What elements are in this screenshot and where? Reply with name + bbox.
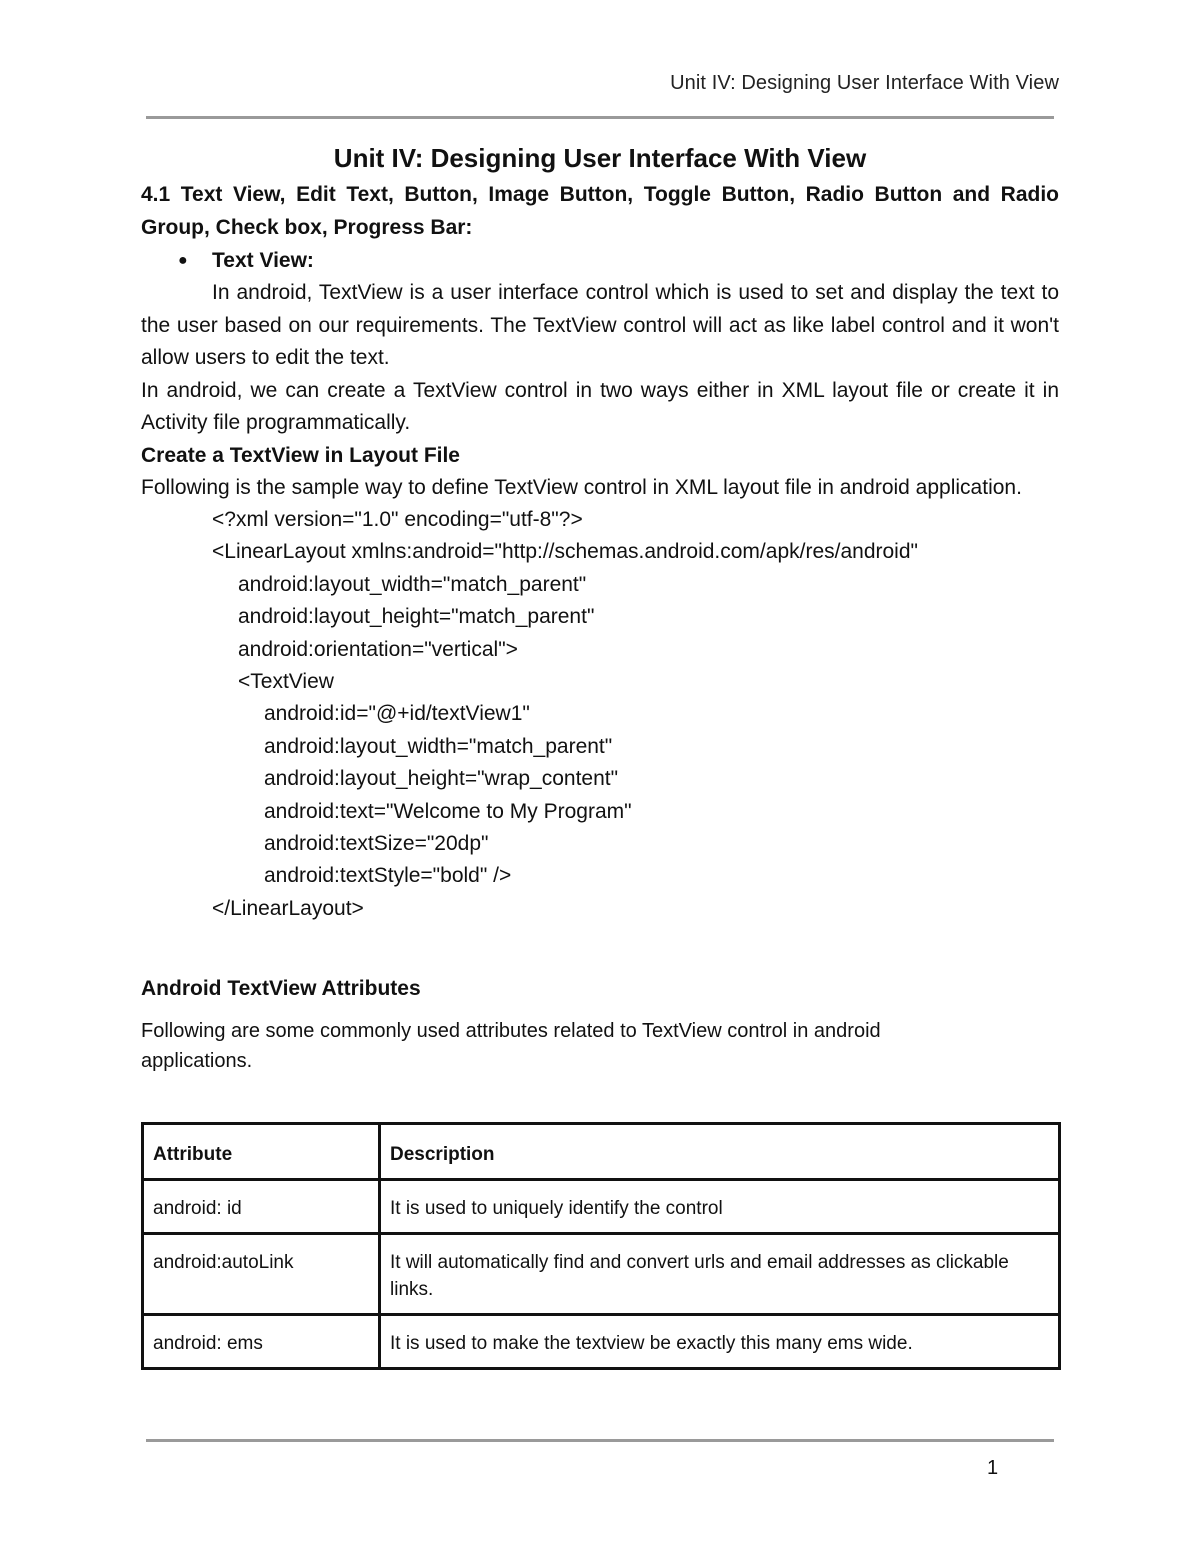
table-cell-attribute: android:autoLink: [143, 1234, 380, 1315]
page-content: [141, 138, 1059, 1076]
code-line: android:layout_height="wrap_content": [264, 767, 619, 791]
section-heading: 4.1 Text View, Edit Text, Button, Image Button, Toggle Button, Radio Button and Radio Group, Check box, Progress Bar:: [141, 183, 1059, 239]
footer-divider: [146, 1439, 1054, 1442]
bullet-label: Text View:: [212, 249, 314, 272]
code-line: android:textStyle="bold" />: [264, 864, 512, 888]
page-title: Unit IV: Designing User Interface With View: [333, 143, 867, 173]
code-line: android:id="@+id/textView1": [264, 702, 530, 726]
running-header: Unit IV: Designing User Interface With View: [670, 72, 1059, 94]
code-line: android:layout_width="match_parent": [264, 734, 613, 758]
paragraph-textview-ways: In android, we can create a TextView control in two ways either in XML layout file or create it in Activity file programmatically.: [141, 378, 1059, 434]
page-number: 1: [987, 1457, 999, 1479]
table-header-attribute: Attribute: [143, 1124, 380, 1180]
attributes-heading: Android TextView Attributes: [141, 977, 421, 1001]
header-divider: [146, 116, 1054, 119]
code-line: <LinearLayout xmlns:android="http://schemas.android.com/apk/res/android": [212, 540, 918, 564]
table-cell-attribute: android: id: [143, 1180, 380, 1234]
code-line: android:orientation="vertical">: [238, 637, 518, 661]
code-line: android:layout_height="match_parent": [238, 605, 595, 629]
layout-file-heading: Create a TextView in Layout File: [141, 443, 460, 467]
paragraph-textview-intro: In android, TextView is a user interface control which is used to set and display the text to the user based on our requirements. The TextView control will act as like label control and it won't allow users to edit the text.: [141, 281, 1059, 369]
code-line: <TextView: [238, 670, 334, 694]
table-row: [143, 1234, 1060, 1315]
table-cell-description: It is used to uniquely identify the control: [380, 1180, 1060, 1234]
table-header-row: [143, 1124, 1060, 1180]
xml-code-block: [141, 504, 1059, 925]
attributes-intro: Following are some commonly used attributes related to TextView control in android applications.: [141, 1020, 881, 1073]
table-cell-description: It is used to make the textview be exactly this many ems wide.: [380, 1315, 1060, 1369]
code-line: android:text="Welcome to My Program": [264, 799, 632, 823]
code-line: android:layout_width="match_parent": [238, 572, 587, 596]
table-cell-description: It will automatically find and convert urls and email addresses as clickable links.: [380, 1234, 1060, 1315]
table-header-description: Description: [380, 1124, 1060, 1180]
table-cell-attribute: android: ems: [143, 1315, 380, 1369]
bullet-icon: ●: [178, 252, 188, 269]
table-row: [143, 1180, 1060, 1234]
bullet-item-text-view: [141, 244, 1059, 277]
code-line: <?xml version="1.0" encoding="utf-8"?>: [212, 508, 583, 531]
code-line: android:textSize="20dp": [264, 832, 489, 856]
code-line: </LinearLayout>: [212, 896, 364, 920]
table-row: [143, 1315, 1060, 1369]
attributes-table: [141, 1122, 1061, 1370]
layout-file-intro: Following is the sample way to define TextView control in XML layout file in android application.: [141, 475, 1022, 499]
